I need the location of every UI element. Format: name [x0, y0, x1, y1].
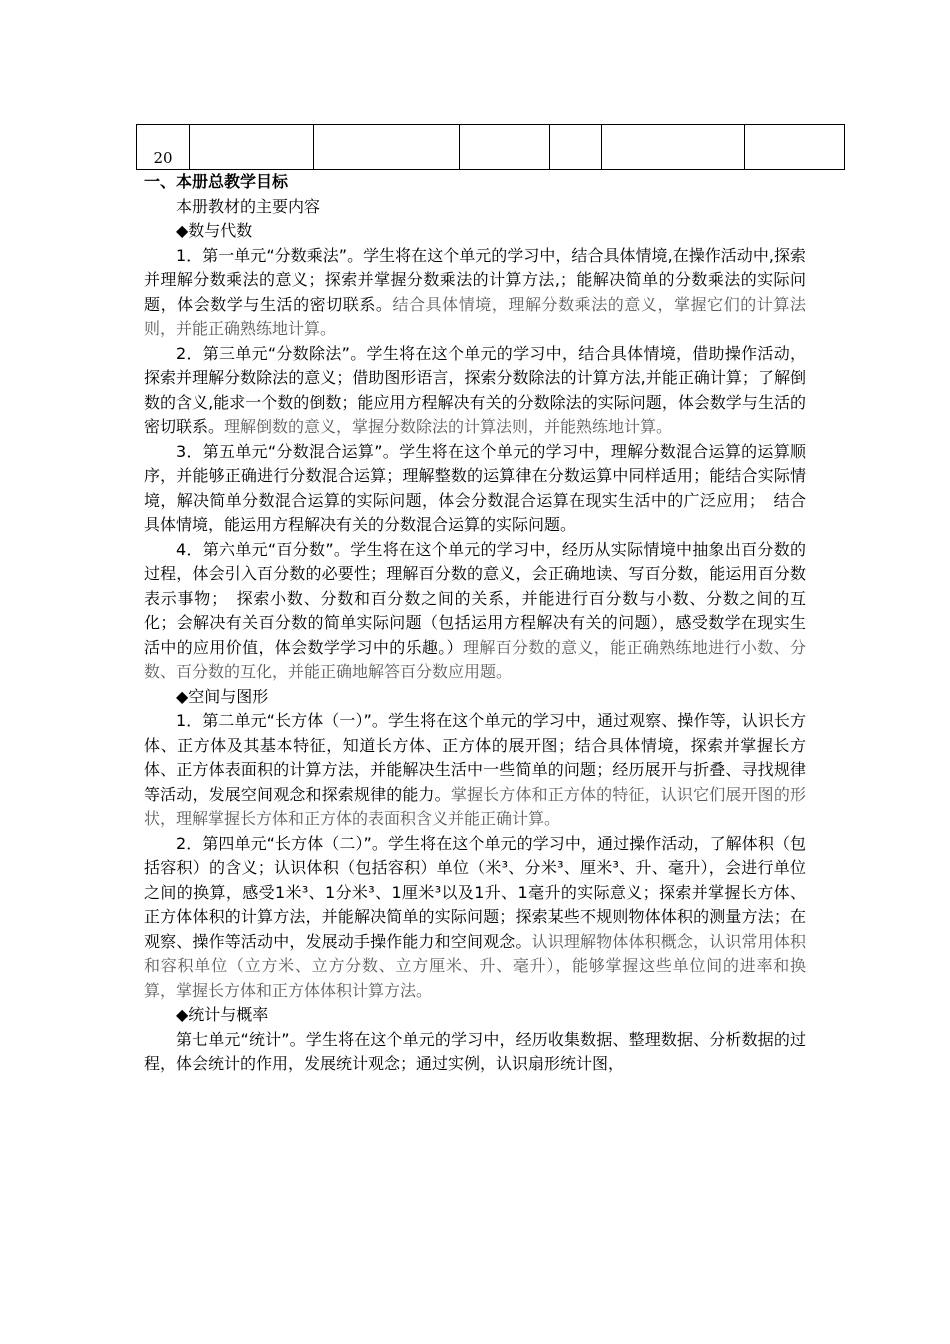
paragraph-unit-5	[144, 440, 806, 538]
table-cell	[550, 125, 602, 170]
document-body	[144, 170, 806, 1077]
paragraph-unit-3	[144, 342, 806, 440]
teaching-goal-text: 认识理解物体体积概念，认识常用体积和容积单位（立方米、立方分数、立方厘米、升、毫升），能够掌握这些单位间的进率和换算，掌握长方体和正方体体积计算方法。	[144, 931, 806, 1000]
paragraph-unit-1	[144, 244, 806, 342]
table-cell	[314, 125, 460, 170]
table-cell	[460, 125, 550, 170]
table-cell	[602, 125, 745, 170]
category-space-shape: ◆空间与图形	[176, 686, 269, 706]
paragraph-unit-2	[144, 709, 806, 832]
paragraph-text: 1．第一单元“分数乘法”。学生将在这个单元的学习中，结合具体情境,在操作活动中,探索并理解分数乘法的意义；探索并掌握分数乘法的计算方法,；能解决简单的分数乘法的实际问题，体会数学与生活的密切联系。	[144, 245, 806, 314]
teaching-goal-text: 理解百分数的意义，能正确熟练地进行小数、分数、百分数的互化，并能正确地解答百分数应用题。	[144, 637, 806, 681]
category-number-algebra: ◆数与代数	[176, 221, 253, 240]
table-cell	[190, 125, 314, 170]
paragraph-text: 3．第五单元“分数混合运算”。学生将在这个单元的学习中，理解分数混合运算的运算顺序，并能够正确进行分数混合运算；理解整数的运算律在分数运算中同样适用；能结合实际情境，解决简单分数混合运算的实际问题，体会分数混合运算在现实生活中的广泛应用； 结合具体情境，能运用方程解决有关的分数混合运算的实际问题。	[144, 441, 806, 534]
intro-line: 本册教材的主要内容	[176, 196, 321, 216]
table-row	[137, 125, 845, 170]
paragraph-unit-7	[144, 1028, 806, 1077]
table-cell-row-number: 20	[137, 125, 190, 170]
schedule-table-fragment	[136, 124, 845, 170]
paragraph-text: 2．第四单元“长方体（二）”。学生将在这个单元的学习中，通过操作活动，了解体积（包括容积）的含义；认识体积（包括容积）单位（米³、分米³、厘米³、升、毫升），会进行单位之间的换算，感受1米³、1分米³、1厘米³以及1升、1毫升的实际意义；探索并掌握长方体、正方体体积的计算方法，并能解决简单的实际问题；探索某些不规则物体体积的测量方法；在观察、操作等活动中，发展动手操作能力和空间观念。	[144, 833, 806, 951]
teaching-goal-text: 掌握长方体和正方体的特征，认识它们展开图的形状，理解掌握长方体和正方体的表面积含义并能正确计算。	[144, 784, 806, 828]
teaching-goal-text: 理解倒数的意义，掌握分数除法的计算法则，并能熟练地计算。	[224, 417, 673, 436]
teaching-goal-text: 结合具体情境，理解分数乘法的意义，掌握它们的计算法则，并能正确熟练地计算。	[144, 294, 806, 338]
paragraph-text: 2．第三单元“分数除法”。学生将在这个单元的学习中，结合具体情境，借助操作活动，探索并理解分数除法的意义；借助图形语言，探索分数除法的计算方法,并能正确计算；了解倒数的含义,能求一个数的倒数；能应用方程解决有关的分数除法的实际问题，体会数学与生活的密切联系。	[144, 343, 806, 436]
paragraph-text: 4．第六单元“百分数”。学生将在这个单元的学习中，经历从实际情境中抽象出百分数的过程，体会引入百分数的必要性；理解百分数的意义，会正确地读、写百分数，能运用百分数表示事物； 探索小数、分数和百分数之间的关系，并能进行百分数与小数、分数之间的互化；会解决有关百分数的简单实际问题（包括运用方程解决有关的问题），感受数学在现实生活中的应用价值，体会数学学习中的乐趣。）	[144, 539, 806, 657]
table-cell	[745, 125, 845, 170]
paragraph-unit-4	[144, 832, 806, 1004]
paragraph-text: 1．第二单元“长方体（一）”。学生将在这个单元的学习中，通过观察、操作等，认识长方体、正方体及其基本特征，知道长方体、正方体的展开图；结合具体情境，探索并掌握长方体、正方体表面积的计算方法，并能解决生活中一些简单的问题；经历展开与折叠、寻找规律等活动，发展空间观念和探索规律的能力。	[144, 711, 806, 804]
category-statistics: ◆统计与概率	[176, 1005, 269, 1024]
section-heading: 一、本册总教学目标	[144, 172, 289, 191]
paragraph-unit-6	[144, 538, 806, 685]
paragraph-text: 第七单元“统计”。学生将在这个单元的学习中，经历收集数据、整理数据、分析数据的过程，体会统计的作用，发展统计观念；通过实例，认识扇形统计图，	[144, 1029, 806, 1073]
